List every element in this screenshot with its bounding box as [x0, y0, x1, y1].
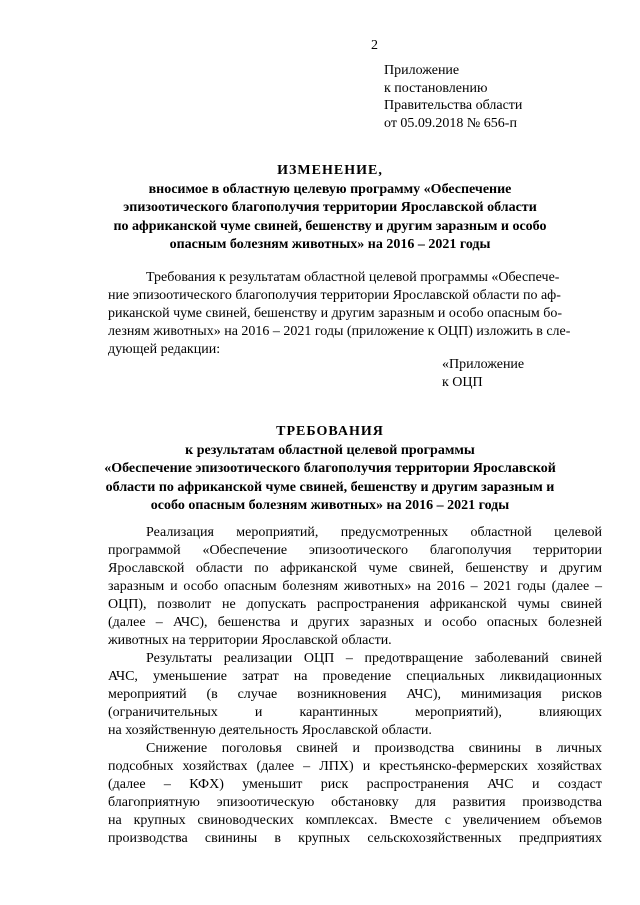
requirements-heading-line: области по африканской чуме свиней, бешенству и другим заразным и: [105, 479, 555, 495]
change-heading-title: ИЗМЕНЕНИЕ,: [277, 163, 383, 178]
intro-line: дующей редакции:: [108, 342, 221, 357]
appendix-note: [384, 62, 522, 132]
requirements-body: [108, 524, 602, 848]
appendix-line: Приложение: [384, 63, 460, 78]
body-line: мероприятий (в случае возникновения АЧС), минимизация рисков: [108, 687, 602, 702]
change-heading: [90, 162, 570, 255]
intro-line: лезням животных» на 2016 – 2021 годы (приложение к ОЦП) изложить в сле-: [108, 324, 571, 339]
body-paragraph: [108, 740, 602, 848]
body-line: благоприятную эпизоотическую обстановку для развития производства: [108, 795, 602, 810]
body-line: Снижение поголовья свиней и производства свинины в личных: [146, 741, 602, 756]
body-line: Ярославской области по африканской чуме свиней, бешенству и другим: [108, 561, 602, 576]
requirements-heading: [90, 423, 570, 516]
intro-line: Требования к результатам областной целевой программы «Обеспече-: [146, 270, 560, 285]
intro-line: ние эпизоотического благополучия территории Ярославской области по аф-: [108, 288, 561, 303]
requirements-heading-line: к результатам областной целевой программы: [185, 442, 475, 458]
body-paragraph: [108, 650, 602, 740]
intro-paragraph: [108, 269, 602, 359]
appendix-line: к постановлению: [384, 80, 488, 96]
body-line: (далее – КФХ) уменьшит риск распространения АЧС и создаст: [108, 777, 602, 792]
body-line: на хозяйственную деятельность Ярославской области.: [108, 723, 432, 738]
quoted-appendix: [442, 356, 524, 392]
change-heading-line: по африканской чуме свиней, бешенству и другим заразным и особо: [113, 218, 547, 234]
requirements-heading-title: ТРЕБОВАНИЯ: [276, 424, 384, 439]
quoted-appendix-line: «Приложение: [442, 357, 525, 372]
appendix-line: Правительства области: [384, 98, 523, 113]
body-line: программой «Обеспечение эпизоотического благополучия территории: [108, 543, 602, 558]
appendix-line: от 05.09.2018 № 656-п: [384, 115, 517, 131]
change-heading-line: вносимое в областную целевую программу «Обеспечение: [148, 181, 512, 197]
body-line: ОЦП), позволит не допускать распространения африканской чумы свиней: [108, 597, 602, 612]
body-line: заразным и особо опасным болезням животных» на 2016 – 2021 годы (далее –: [108, 579, 602, 594]
body-line: на крупных свиноводческих комплексах. Вместе с увеличением объемов: [108, 813, 602, 828]
page-number: 2: [371, 38, 378, 53]
body-line: (ограничительных и карантинных мероприятий), влияющих: [108, 705, 602, 720]
requirements-heading-line: «Обеспечение эпизоотического благополучия территории Ярославской: [104, 461, 556, 476]
body-line: животных на территории Ярославской области.: [108, 633, 392, 648]
intro-line: риканской чуме свиней, бешенству и другим заразным и особо опасным бо-: [108, 306, 563, 321]
change-heading-line: эпизоотического благополучия территории Ярославской области: [123, 200, 537, 215]
requirements-heading-line: особо опасным болезням животных» на 2016 – 2021 годы: [150, 498, 510, 513]
body-line: производства свинины в крупных сельскохозяйственных предприятиях: [108, 831, 602, 846]
body-line: подсобных хозяйствах (далее – ЛПХ) и крестьянско-фермерских хозяйствах: [108, 759, 602, 774]
body-line: Результаты реализации ОЦП – предотвращение заболеваний свиней: [146, 651, 602, 666]
body-paragraph: [108, 524, 602, 650]
body-line: Реализация мероприятий, предусмотренных областной целевой: [146, 525, 602, 540]
body-line: АЧС, уменьшение затрат на проведение специальных ликвидационных: [108, 669, 602, 684]
change-heading-line: опасным болезням животных» на 2016 – 2021 годы: [169, 237, 491, 252]
body-line: (далее – АЧС), бешенства и других заразных и особо опасных болезней: [108, 615, 602, 630]
quoted-appendix-line: к ОЦП: [442, 375, 483, 390]
